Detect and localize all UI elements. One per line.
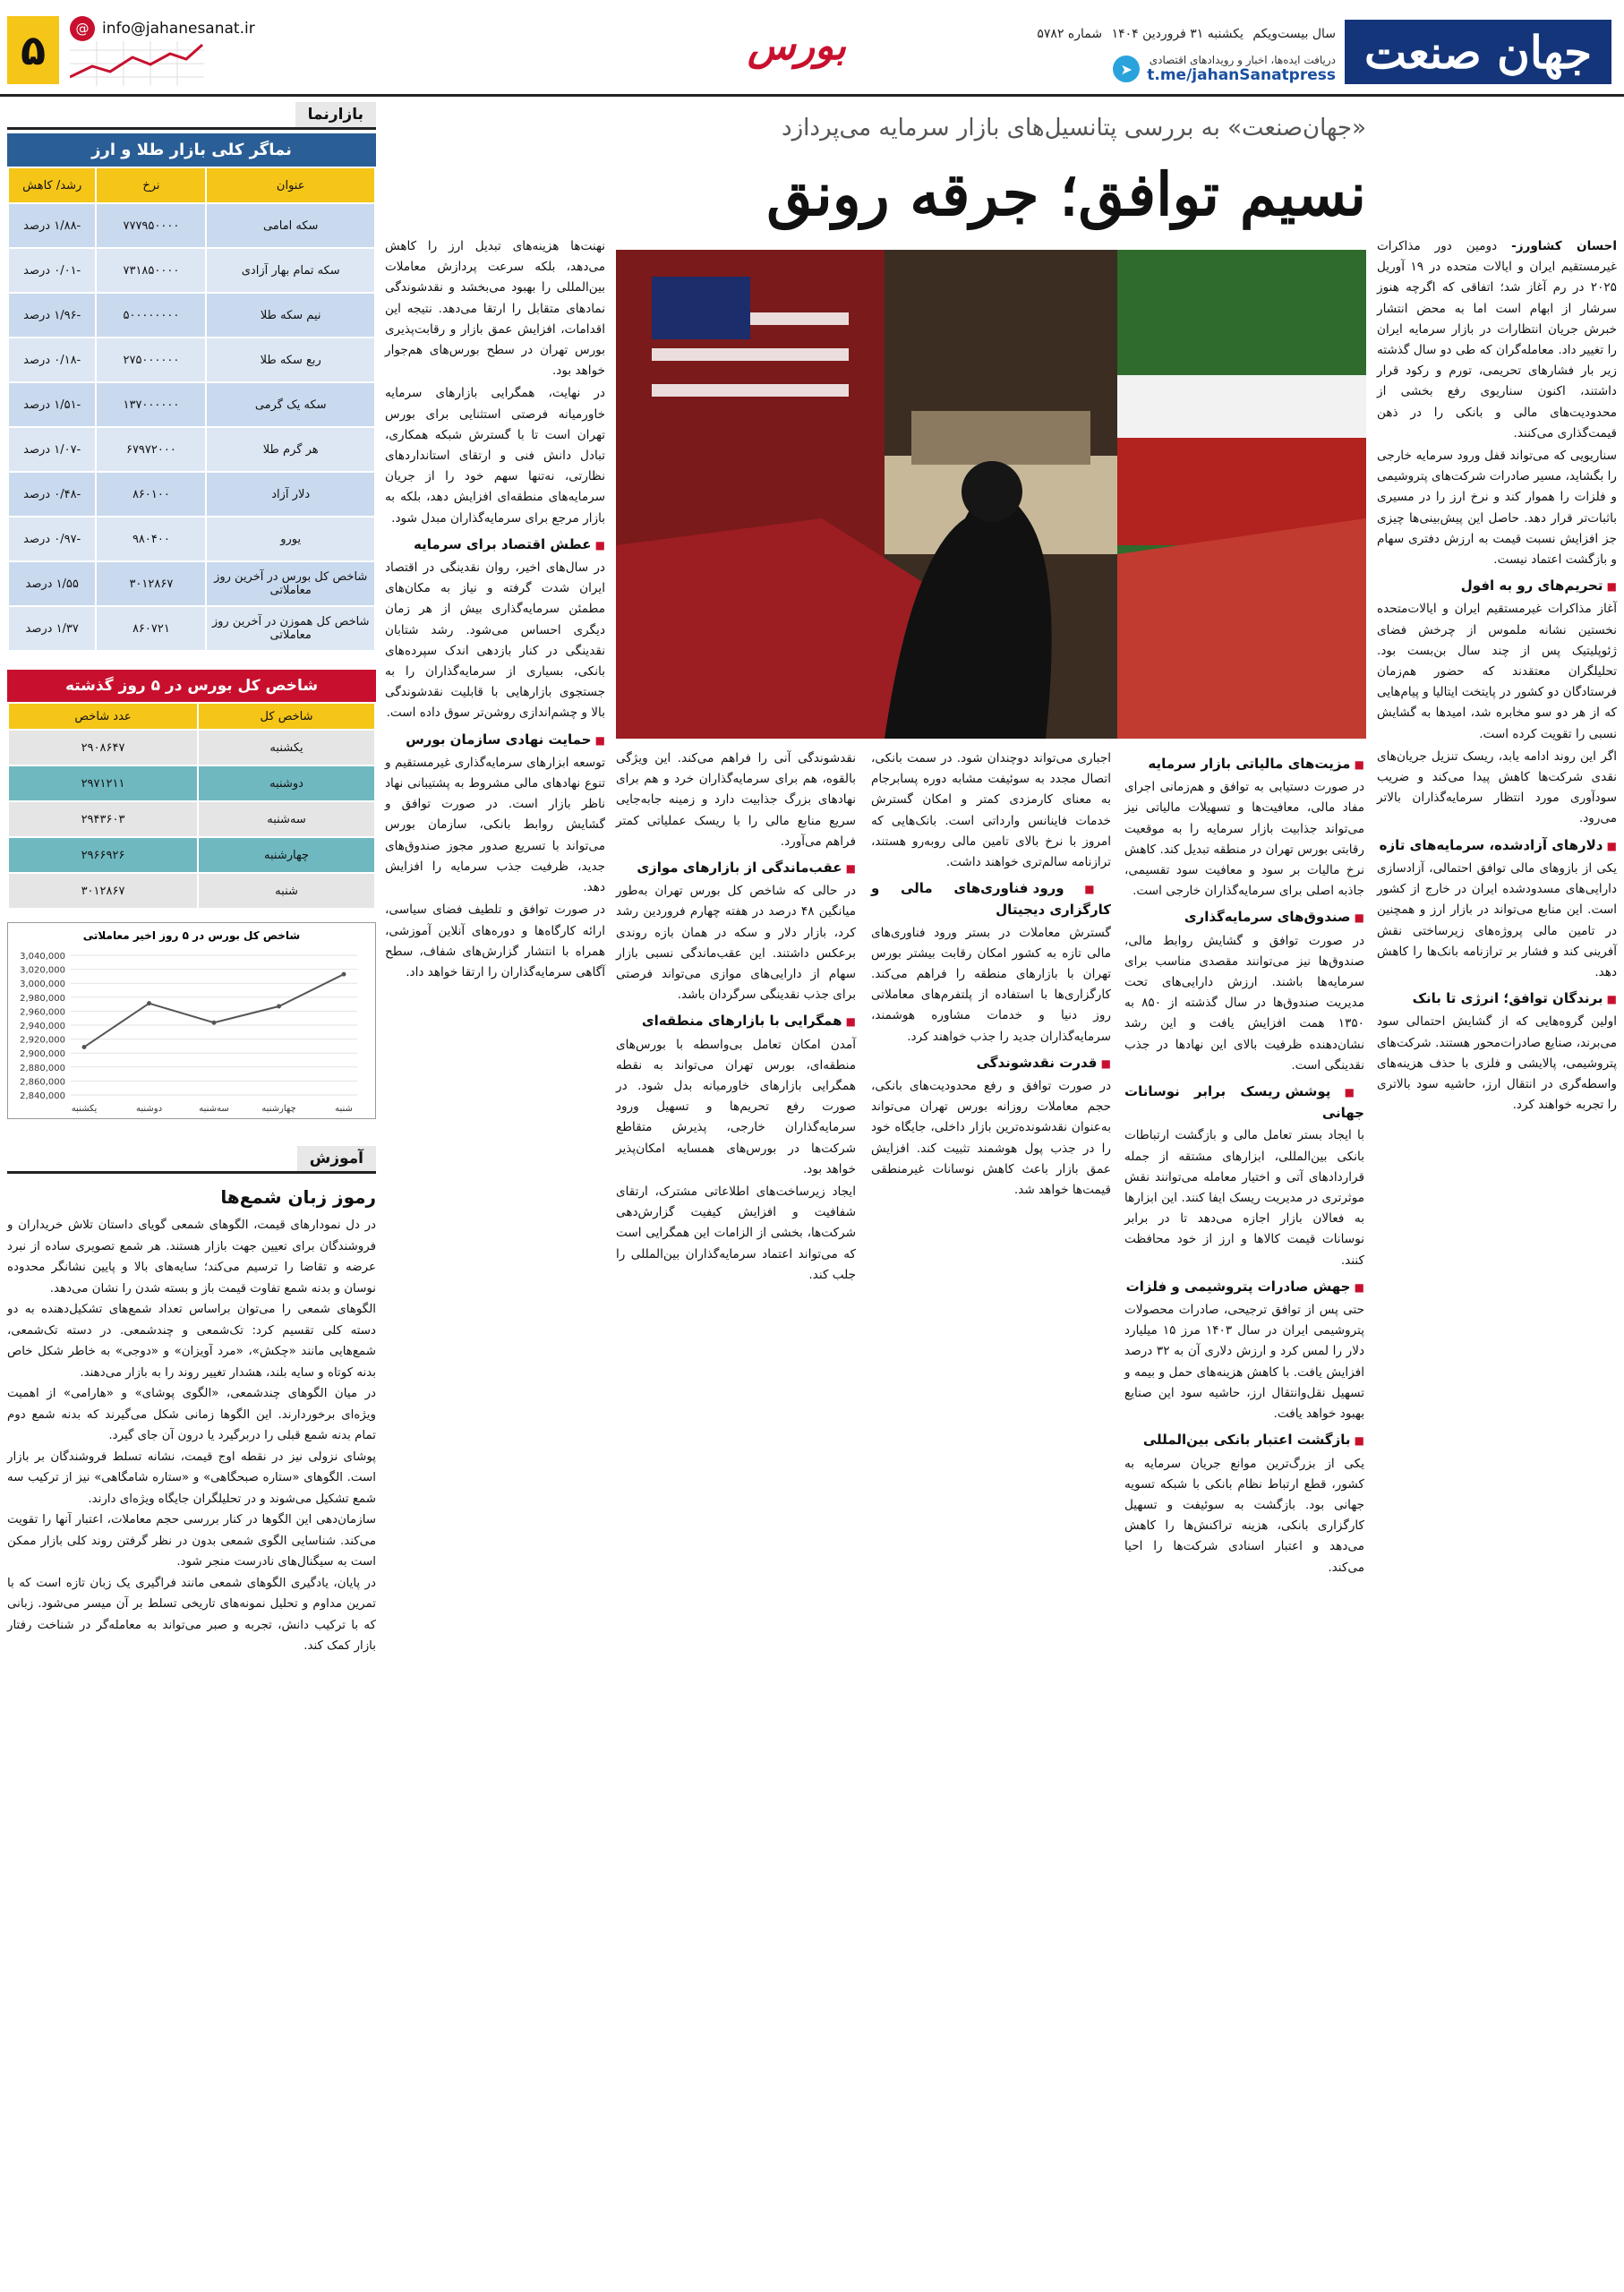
index-value: ۲۹۰۸۶۴۷: [8, 730, 198, 765]
table-row: [8, 837, 375, 873]
subheading: ■ دلارهای آزادشده، سرمایه‌های تازه: [1377, 835, 1617, 857]
table-row: [8, 293, 375, 338]
paragraph: یکی از بزرگ‌ترین موانع جریان سرمایه به کشور، قطع ارتباط نظام بانکی با شبکه تسویه جهانی بود. بازگشت به سوئیفت و تسهیل کارگزاری بانکی، هزینه تراکنش‌ها را کاهش می‌دهد و اعتبار اسنادی شرکت‌ها را احیا می‌کند.: [1124, 1456, 1364, 1575]
article-kicker: «جهان‌صنعت» به بررسی پتانسیل‌های بازار سرمایه می‌پردازد: [782, 115, 1366, 141]
table-row: [8, 203, 375, 248]
issue-year: سال بیست‌ویکم: [1252, 27, 1336, 41]
email-address[interactable]: info@jahanesanat.ir: [102, 20, 255, 38]
paragraph: در پایان، یادگیری الگوهای شمعی مانند فراگیری یک زبان تازه است که با تمرین مداوم و تحلیل نمونه‌های تاریخی تسلط بر آن میسر می‌شود. زبانی که با ترکیب دانش، تجربه و صبر می‌تواند به معامله‌گر در شناخت رفتار بازار کمک کند.: [7, 1576, 376, 1653]
paragraph: در صورت توافق و گشایش روابط مالی، صندوق‌ها نیز می‌توانند مقصدی مناسب برای سرمایه‌ها باشند. ارزش دارایی‌های تحت مدیریت صندوق‌ها در سال گذشته از ۸۵۰ به ۱۳۵۰ همت افزایش یافت و این رشد نشان‌دهنده ظرفیت بالای این نهادها در جذب نقدینگی است.: [1124, 933, 1364, 1073]
market-rate: ۵۰۰۰۰۰۰۰۰: [96, 293, 206, 338]
market-rate: ۶۷۹۷۲۰۰۰: [96, 427, 206, 472]
y-tick-label: 3,000,000: [20, 979, 65, 990]
table-row: [8, 873, 375, 909]
paragraph: نهنت‌ها هزینه‌های تبدیل ارز را کاهش می‌دهد، بلکه سرعت پردازش معاملات بین‌المللی را بهبود می‌بخشد و نقدشوندگی نمادهای متقابل را ارتقا می‌دهد. نتیجه این اقدامات، افزایش عمق بازار و رقابت‌پذیری بورس تهران در سطح بورس‌های هم‌جوار خواهد بود.: [385, 239, 605, 379]
table-row: [8, 517, 375, 561]
education-header-tag: آموزش: [297, 1146, 376, 1171]
market-change: -۰/۴۸ درصد: [8, 472, 96, 517]
table-row: [8, 765, 375, 801]
market-name: دلار آزاد: [206, 472, 375, 517]
market-name: سکه تمام بهار آزادی: [206, 248, 375, 293]
issue-date: یکشنبه ۳۱ فروردین ۱۴۰۴: [1111, 27, 1244, 41]
x-tick-label: سه‌شنبه: [199, 1104, 229, 1114]
market-rate: ۳۰۱۲۸۶۷: [96, 561, 206, 606]
y-tick-label: 2,960,000: [20, 1007, 65, 1018]
data-point: [212, 1021, 217, 1025]
mural-photo-image: [616, 250, 1366, 739]
market-rate: ۸۶۰۷۲۱: [96, 606, 206, 651]
y-tick-label: 2,880,000: [20, 1063, 65, 1073]
market-name: سکه یک گرمی: [206, 382, 375, 427]
table-row: [8, 338, 375, 382]
subheading: ■ مزیت‌های مالیاتی بازار سرمایه: [1124, 754, 1364, 775]
paragraph: در صورت دستیابی به توافق و هم‌زمانی اجرای مفاد مالی، معافیت‌ها و تسهیلات مالیاتی نیز می‌تواند جذابیت بازار سرمایه را به موقعیت رقابتی بورس تهران در منطقه تبدیل کند. کاهش نرخ مالیات بر سود و معافیت سود تقسیمی، جاذبه اصلی برای سرمایه‌گذاران خارجی است.: [1124, 780, 1364, 899]
market-name: ربع سکه طلا: [206, 338, 375, 382]
data-point: [342, 972, 346, 977]
index-day: دوشنبه: [198, 765, 375, 801]
table-row: [8, 730, 375, 765]
market-table: [7, 167, 376, 652]
market-change: -۰/۰۱ درصد: [8, 248, 96, 293]
paragraph: سازمان‌دهی این الگوها در کنار بررسی حجم معاملات، اعتبار آنها را تقویت می‌کند. شناسایی الگوی شمعی بدون در نظر گرفتن روند کلی بازار ممکن است به سیگنال‌های نادرست منجر شود.: [7, 1513, 376, 1569]
table-row: [8, 561, 375, 606]
market-change: ۱/۵۵ درصد: [8, 561, 96, 606]
market-change: -۱/۹۶ درصد: [8, 293, 96, 338]
main-article: [385, 102, 1617, 2287]
subheading: ■ برندگان توافق؛ انرژی تا بانک: [1377, 988, 1617, 1010]
y-tick-label: 3,020,000: [20, 965, 65, 976]
table-row: [8, 382, 375, 427]
market-table-title: نماگر کلی بازار طلا و ارز: [7, 133, 376, 167]
email-icon: @: [70, 16, 95, 41]
paragraph: آمدن امکان تعامل بی‌واسطه با بورس‌های منطقه‌ای، بورس تهران می‌تواند به نقطه همگرایی بازارهای خاورمیانه بدل شود. در صورت رفع تحریم‌ها و تسهیل ورود سرمایه‌گذاران خارجی، پذیرش متقاطع شرکت‌ها در بورس‌های همسایه امکان‌پذیر خواهد بود.: [616, 1037, 856, 1176]
paragraph: در حالی که شاخص کل بورس تهران به‌طور میانگین ۴۸ درصد در هفته چهارم فروردین رشد کرد، بازار دلار و سکه در همان بازه روندی برعکس داشتند. این عقب‌ماندگی نسبی بازار سهام از دارایی‌های موازی می‌تواند فرصتی برای جذب نقدینگی سرگردان باشد.: [616, 884, 856, 1003]
index-value: ۳۰۱۲۸۶۷: [8, 873, 198, 909]
paragraph: اولین گروه‌هایی که از گشایش احتمالی سود می‌برند، صنایع صادرات‌محور هستند. شرکت‌های پتروشیمی، پالایشی و فلزی با حذف هزینه‌های واسطه‌گری در انتقال ارز، حاشیه سود بالاتری را تجربه خواهند کرد.: [1377, 1014, 1617, 1113]
paragraph: اگر این روند ادامه یابد، ریسک تنزیل جریان‌های نقدی شرکت‌ها کاهش پیدا می‌کند و ضریب سودآوری مورد انتظار سرمایه‌گذاران بالاتر می‌رود.: [1377, 748, 1617, 826]
market-col-change: رشد/ کاهش: [8, 167, 96, 203]
market-name: یورو: [206, 517, 375, 561]
sidebar: [7, 102, 376, 1657]
paragraph: توسعه ابزارهای سرمایه‌گذاری غیرمستقیم و تنوع نهادهای مالی مشروط به پشتیبانی نهاد ناظر بازار است. در صورت توافق و گشایش روابط بانکی، سازمان بورس می‌تواند با تسریع صدور مجوز صندوق‌های جدید، ظرفیت جذب سرمایه را افزایش دهد.: [385, 755, 605, 895]
market-header-tag: بازارنما: [295, 102, 376, 127]
subheading: ■ جهش صادرات پتروشیمی و فلزات: [1124, 1277, 1364, 1298]
market-rate: ۷۳۱۸۵۰۰۰۰: [96, 248, 206, 293]
y-tick-label: 3,040,000: [20, 952, 65, 962]
index-value: ۲۹۴۳۶۰۳: [8, 801, 198, 837]
index-table-title: شاخص کل بورس در ۵ روز گذشته: [7, 670, 376, 702]
paragraph: در دل نمودارهای قیمت، الگوهای شمعی گویای داستان تلاش خریداران و فروشندگان برای تعیین جهت بازار هستند. هر شمع تصویری ساده از نبرد عرضه و تقاضا را ترسیم می‌کند؛ سایه‌های بالا و پایین نشانگر محدوده نوسان و بدنه شمع تفاوت قیمت باز و بسته شدن را نشان می‌دهد.: [7, 1219, 376, 1296]
index-value: ۲۹۷۱۲۱۱: [8, 765, 198, 801]
article-headline[interactable]: نسیم توافق؛ جرقه رونق: [766, 159, 1366, 229]
article-column-5: [385, 236, 605, 985]
paragraph: گسترش معاملات در بستر ورود فناوری‌های مالی تازه به کشور امکان رقابت بیشتر بورس تهران با بازارهای منطقه را فراهم می‌کند. کارگزاری‌ها با استفاده از پلتفرم‌های معاملاتی روز دنیا و خدمات مشاوره هوشمند، سرمایه‌گذاران جدید را جذب خواهند کرد.: [871, 925, 1111, 1044]
table-row: [8, 248, 375, 293]
masthead: [0, 0, 1624, 97]
market-change: ۱/۳۷ درصد: [8, 606, 96, 651]
paragraph: حتی پس از توافق ترجیحی، صادرات محصولات پتروشیمی ایران در سال ۱۴۰۳ مرز ۱۵ میلیارد دلار را لمس کرد و ارزش دلاری آن به ۳۲ درصد افزایش یافت. با کاهش هزینه‌های حمل و بیمه و تسهیل نقل‌وانتقال ارز، حاشیه سود این صنایع بهبود خواهد یافت.: [1124, 1303, 1364, 1422]
market-change: -۱/۰۷ درصد: [8, 427, 96, 472]
index-chart-svg: [8, 923, 375, 1118]
data-point: [147, 1001, 151, 1005]
paragraph: ایجاد زیرساخت‌های اطلاعاتی مشترک، ارتقای شفافیت و افزایش کیفیت گزارش‌دهی شرکت‌ها، بخشی از الزامات این همگرایی است که می‌تواند اعتماد سرمایه‌گذاران بین‌المللی را جلب کند.: [616, 1184, 856, 1282]
y-tick-label: 2,920,000: [20, 1035, 65, 1046]
table-row: [8, 427, 375, 472]
y-tick-label: 2,980,000: [20, 993, 65, 1004]
article-column-3: [871, 748, 1111, 1202]
market-name: سکه امامی: [206, 203, 375, 248]
index-value: ۲۹۶۶۹۲۶: [8, 837, 198, 873]
subheading: ■ قدرت نقدشوندگی: [871, 1053, 1111, 1074]
subheading: ■ بازگشت اعتبار بانکی بین‌المللی: [1124, 1430, 1364, 1451]
telegram-link[interactable]: t.me/jahanSanatpress: [1147, 66, 1336, 84]
table-row: [8, 801, 375, 837]
index-col-value: عدد شاخص: [8, 703, 198, 730]
article-column-4: [616, 748, 856, 1287]
subheading: ■ پوشش ریسک برابر نوسانات جهانی: [1124, 1082, 1364, 1124]
paragraph: یکی از بازوهای مالی توافق احتمالی، آزادسازی دارایی‌های مسدودشده ایران در خارج از کشور است. این منابع می‌تواند در بازار ارز و همچنین در تامین مالی پروژه‌های زیرساختی نقش آفرینی کند و فشار بر ترازنامه بانک‌ها را کاهش دهد.: [1377, 860, 1617, 979]
paragraph: در صورت توافق و رفع محدودیت‌های بانکی، حجم معاملات روزانه بورس تهران می‌تواند به‌عنوان نقدشونده‌ترین بازار داخلی، جایگاه خود را در جذب پول هوشمند تثبیت کند. افزایش عمق بازار باعث کاهش نوسانات غیرمنطقی قیمت‌ها خواهد شد.: [871, 1079, 1111, 1198]
paragraph: در سال‌های اخیر، روان نقدینگی در اقتصاد ایران شدت گرفته و نیاز به مکان‌های مطمئن سرمایه‌گذاری بیش از هر زمان دیگری احساس می‌شود. رشد شتابان نقدینگی در کنار بازدهی اندک سپرده‌های بانکی، بسیاری از سرمایه‌گذاران را به جستجوی بازارهایی با قابلیت نقدشوندگی بالا و چشم‌اندازی روشن‌تر سوق داده است.: [385, 560, 605, 721]
index-day: سه‌شنبه: [198, 801, 375, 837]
paragraph: آغاز مذاکرات غیرمستقیم ایران و ایالات‌متحده نخستین نشانه ملموس از چرخش فضای ژئوپلیتیک پس از چند سال بن‌بست بود. تحلیلگران معتقدند که حضور هم‌زمان فرستادگان دو کشور در پایتخت ایتالیا و پیام‌هایی که از هر دو سو مخابره شد، امیدها به گشایش نسبی را تقویت کرده است.: [1377, 602, 1617, 741]
market-name: نیم سکه طلا: [206, 293, 375, 338]
chart-title: شاخص کل بورس در ۵ روز اخیر معاملاتی: [82, 929, 301, 942]
market-rate: ۸۶۰۱۰۰: [96, 472, 206, 517]
market-rate: ۹۸۰۴۰۰: [96, 517, 206, 561]
education-title: رموز زبان شمع‌ها: [220, 1186, 376, 1208]
page-number: ۵: [7, 16, 59, 84]
y-tick-label: 2,940,000: [20, 1022, 65, 1031]
telegram-icon: ➤: [1113, 56, 1140, 82]
market-rate: ۲۷۵۰۰۰۰۰۰: [96, 338, 206, 382]
paragraph: در میان الگوهای چندشمعی، «الگوی پوشای» و «هارامی» از اهمیت ویژه‌ای برخوردارند. این الگوها زمانی شکل می‌گیرند که بدنه شمع دوم تمام بدنه شمع قبلی را دربرگیرد یا درون آن جای گیرد.: [7, 1387, 376, 1442]
y-tick-label: 2,840,000: [20, 1091, 65, 1101]
article-photo: [616, 250, 1366, 739]
article-column-2: [1124, 748, 1364, 1580]
paragraph: الگوهای شمعی را می‌توان براساس تعداد شمع‌های تشکیل‌دهنده به دو دسته کلی تقسیم کرد: تک‌شمعی و چندشمعی. در دسته تک‌شمعی، شمع‌هایی مانند «چکش»، «مرد آویزان» و «دوجی» به خاطر شکل خاص بدنه کوتاه و سایه بلند، هشدار تغییر روند را به بازار می‌دهند.: [7, 1303, 376, 1380]
telegram-box[interactable]: [1113, 54, 1336, 84]
market-change: -۰/۹۷ درصد: [8, 517, 96, 561]
paragraph: دومین دور مذاکرات غیرمستقیم ایران و ایالات متحده در ۱۹ آوریل ۲۰۲۵ در رم آغاز شد؛ اتفاقی که اگرچه هنوز سرشار از ابهام است اما به محض انتشار خبرش جریان انتظارات در بازار سرمایه ایران را تغییر داد. معامله‌گران که طی دو سال گذشته زیر بار فشارهای تحریمی، تورم و رکود قرار داشتند، اکنون سناریوی رفع بخشی از محدودیت‌های مالی و بانکی را در ذهن قیمت‌گذاری می‌کنند.: [1377, 239, 1617, 440]
subheading: ■ همگرایی با بازارهای منطقه‌ای: [616, 1011, 856, 1032]
x-tick-label: دوشنبه: [135, 1104, 163, 1114]
paragraph: اجباری می‌تواند دوچندان شود. در سمت بانکی، اتصال مجدد به سوئیفت مشابه دوره پسابرجام به معنای کارمزدی کمتر و امکان گسترش خدمات فاینانس وارداتی است. بانک‌هایی که امروز با نرخ بالای تامین مالی روبه‌رو هستند، ترازنامه سالم‌تری خواهند داشت.: [871, 751, 1111, 870]
subheading: ■ عقب‌ماندگی از بازارهای موازی: [616, 858, 856, 879]
y-tick-label: 2,860,000: [20, 1077, 65, 1088]
index-chart: [7, 922, 376, 1119]
subheading: ■ صندوق‌های سرمایه‌گذاری: [1124, 907, 1364, 928]
market-rate: ۱۳۷۰۰۰۰۰۰: [96, 382, 206, 427]
data-point: [82, 1045, 87, 1049]
market-rate: ۷۷۷۹۵۰۰۰۰: [96, 203, 206, 248]
email-box[interactable]: [70, 16, 255, 41]
market-name: هر گرم طلا: [206, 427, 375, 472]
x-tick-label: چهارشنبه: [261, 1104, 296, 1114]
market-header: [7, 102, 376, 130]
index-day: شنبه: [198, 873, 375, 909]
education-body: [7, 1215, 376, 1657]
index-day: چهارشنبه: [198, 837, 375, 873]
series-line: [84, 974, 344, 1047]
market-col-name: عنوان: [206, 167, 375, 203]
issue-info: [1031, 27, 1336, 41]
table-row: [8, 472, 375, 517]
telegram-caption: دریافت ایده‌ها، اخبار و رویدادهای اقتصادی: [1149, 54, 1336, 66]
newspaper-logo[interactable]: جهان صنعت: [1345, 20, 1611, 84]
index-table: [7, 702, 376, 910]
market-change: -۱/۵۱ درصد: [8, 382, 96, 427]
index-day: یکشنبه: [198, 730, 375, 765]
subheading: ■ تحریم‌های رو به افول: [1377, 576, 1617, 597]
article-column-1: [1377, 236, 1617, 1117]
market-name: شاخص کل بورس در آخرین روز معاملاتی: [206, 561, 375, 606]
subheading: ■ ورود فناوری‌های مالی و کارگزاری دیجیتال: [871, 878, 1111, 920]
issue-number: شماره ۵۷۸۲: [1037, 27, 1103, 41]
subheading: ■ عطش اقتصاد برای سرمایه: [385, 535, 605, 556]
index-col-day: شاخص کل: [198, 703, 375, 730]
author-name: احسان کشاورز-: [1511, 239, 1617, 253]
x-tick-label: شنبه: [335, 1104, 353, 1114]
table-row: [8, 606, 375, 651]
market-change: -۱/۸۸ درصد: [8, 203, 96, 248]
paragraph: نقدشوندگی آنی را فراهم می‌کند. این ویژگی بالقوه، هم برای سرمایه‌گذاران خرد و هم برای نهادهای بزرگ جذابیت دارد و زمینه جابه‌جایی سریع منابع مالی را با ریسک عملیاتی کمتر فراهم می‌آورد.: [616, 751, 856, 849]
education-header: [7, 1146, 376, 1174]
paragraph: با ایجاد بستر تعامل مالی و بازگشت ارتباطات بانکی بین‌المللی، ابزارهای مشتقه از جمله قراردادهای آتی و اختیار معامله می‌توانند نقش موثرتری در مدیریت ریسک ایفا کنند. این ابزارها به فعالان بازار اجازه می‌دهد تا در برابر نوسانات قیمت کالاها و ارز از خود محافظت کنند.: [1124, 1128, 1364, 1268]
section-title: بورس: [748, 23, 846, 69]
x-tick-label: یکشنبه: [71, 1104, 98, 1114]
subheading: ■ حمایت نهادی سازمان بورس: [385, 730, 605, 751]
paragraph: سناریویی که می‌تواند قفل ورود سرمایه خارجی را بگشاید، مسیر صادرات شرکت‌های پتروشیمی و فلزات را هموار کند و نرخ ارز را در مسیری باثبات‌تر قرار دهد. حاصل این پیش‌بینی‌ها چیزی جز افزایش نسبت قیمت به ارزش دفتری سهام و بازگشت اعتماد نیست.: [1377, 449, 1617, 568]
data-point: [277, 1004, 281, 1008]
y-tick-label: 2,900,000: [20, 1049, 65, 1060]
paragraph: پوشای نزولی نیز در نقطه اوج قیمت، نشانه تسلط فروشندگان بر بازار است. الگوهای «ستاره صبحگاهی» و «ستاره شامگاهی» نیز از ترکیب سه شمع تشکیل می‌شوند و در تحلیلگران جایگاه ویژه‌ای دارند.: [7, 1450, 376, 1506]
market-change: -۰/۱۸ درصد: [8, 338, 96, 382]
market-name: شاخص کل هموزن در آخرین روز معاملاتی: [206, 606, 375, 651]
trend-chart-icon: [70, 41, 204, 86]
market-col-rate: نرخ: [96, 167, 206, 203]
paragraph: در نهایت، همگرایی بازارهای سرمایه خاورمیانه فرصتی استثنایی برای بورس تهران است تا با گسترش شبکه همکاری، تبادل دانش فنی و ارتقای استانداردهای نظارتی، نه‌تنها سهم خود را از جریان سرمایه‌های منطقه‌ای افزایش دهد، بلکه به بازار مرجع برای سرمایه‌گذاران مبدل شود.: [385, 386, 605, 526]
paragraph: در صورت توافق و تلطیف فضای سیاسی، ارائه کارگاه‌ها و دوره‌های آنلاین آموزشی، همراه با انتشار گزارش‌های شفاف، سطح آگاهی سرمایه‌گذاران را ارتقا خواهد داد.: [385, 902, 605, 979]
